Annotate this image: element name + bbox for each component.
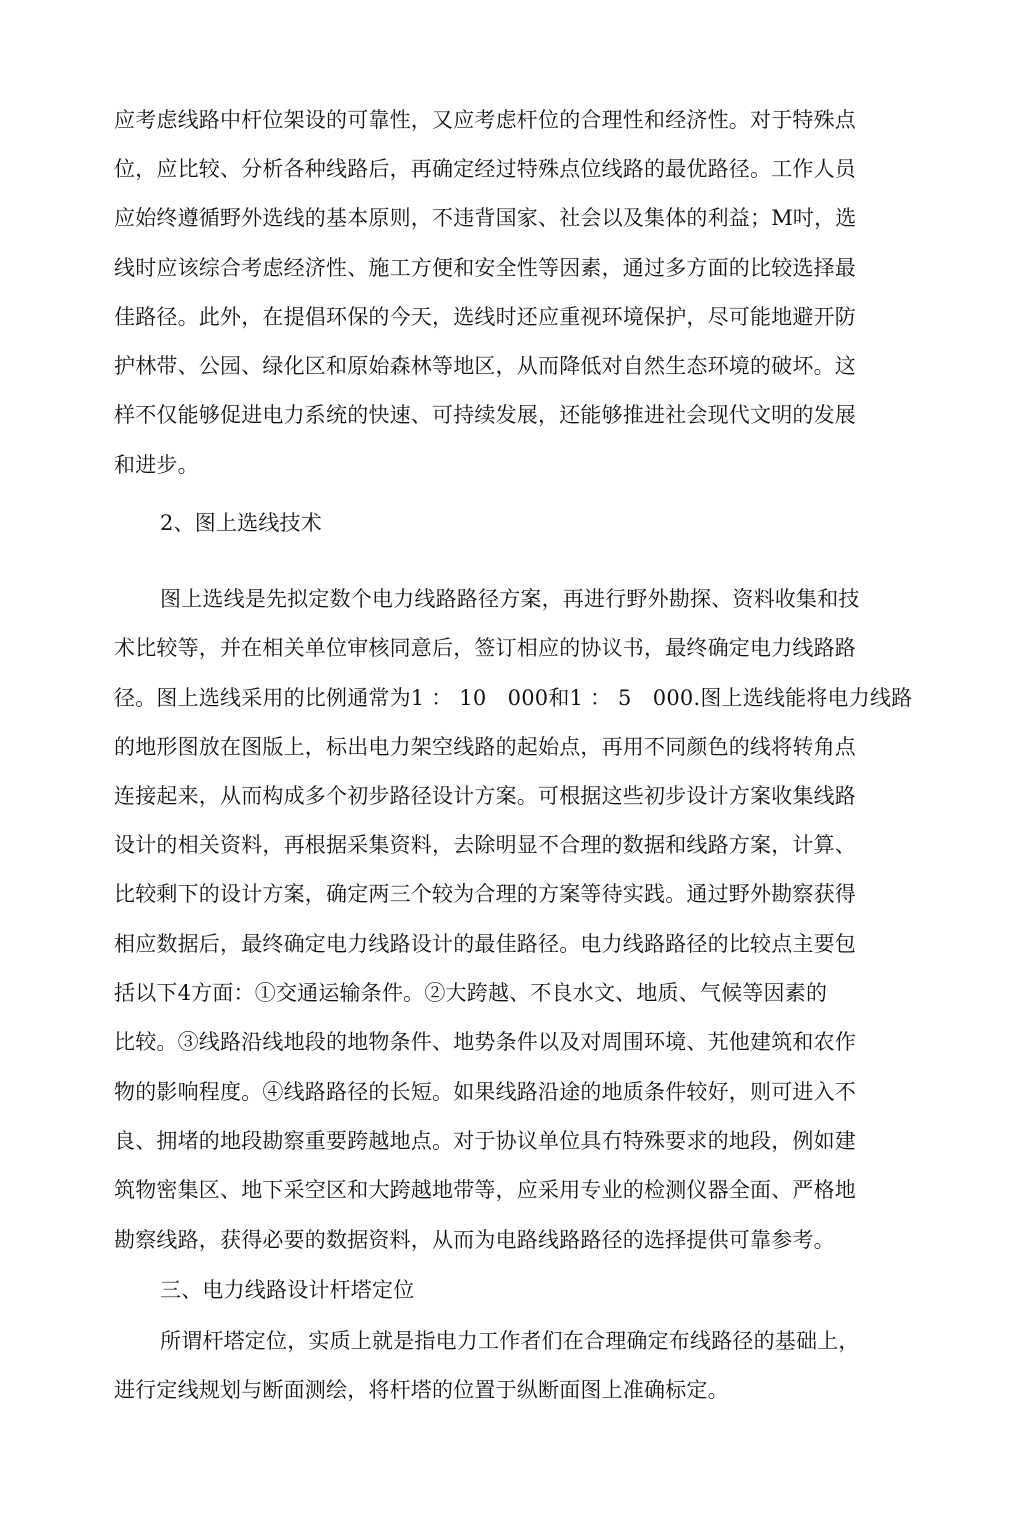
paragraph-line: 勘察线路，获得必要的数据资料，从而为电路线路路径的选择提供可靠参考。	[114, 1228, 835, 1252]
paragraph-line: 应始终遵循野外选线的基本原则，不违背国家、社会以及集体的利益；M吋，选	[114, 206, 857, 230]
paragraph-line: 应考虑线路中杆位架设的可靠性，又应考虑杆位的合理性和经济性。对于特殊点	[114, 108, 856, 132]
paragraph-line: 的地形图放在图版上，标出电力架空线路的起始点，再用不同颜色的线将转角点	[114, 735, 856, 759]
paragraph-line: 护林带、公园、绿化区和原始森林等地区，从而降低对自然生态环境的破坏。这	[114, 354, 856, 378]
paragraph-line: 线时应该综合考虑经济性、施工方便和安全性等因素，通过多方面的比较选择最	[114, 256, 856, 280]
paragraph-line: 比较剩下的设计方案，确定两三个较为合理的方案等待实践。通过野外勘察获得	[114, 882, 856, 906]
paragraph-line: 术比较等，并在相关单位审核同意后，签订相应的协议书，最终确定电力线路路	[114, 636, 856, 660]
paragraph-line: 括以下4方面：①交通运输条件。②大跨越、不良水文、地质、气候等因素的	[114, 981, 828, 1005]
section-heading: 2、图上选线技术	[160, 511, 322, 535]
paragraph-line: 和进步。	[114, 453, 199, 477]
paragraph-line: 佳路径。此外，在提倡环保的今天，选线时还应重视环境保护，尽可能地避开防	[114, 305, 856, 329]
paragraph-line: 设计的相关资料，再根据采集资料，去除明显不合理的数据和线路方案，计算、	[114, 833, 856, 857]
paragraph-line: 进行定线规划与断面测绘，将杆塔的位置于纵断面图上准确标定。	[114, 1378, 729, 1402]
paragraph-line: 位，应比较、分析各种线路后，再确定经过特殊点位线路的最优路径。工作人员	[114, 157, 856, 181]
paragraph-line: 径。图上选线采用的比例通常为1 ： 10 000和1 ： 5 000.图上选线能将电力线路	[114, 686, 913, 710]
paragraph-line: 样不仅能够促进电力系统的快速、可持续发展，还能够推进社会现代文明的发展	[114, 403, 856, 427]
paragraph-line: 良、拥堵的地段勘察重要跨越地点。对于协议单位具冇特殊要求的地段，例如建	[114, 1129, 856, 1153]
paragraph-line: 相应数据后，最终确定电力线路设计的最佳路径。电力线路路径的比较点主要包	[114, 932, 856, 956]
paragraph-line: 连接起来，从而构成多个初步路径设计方案。可根据这些初步设计方案收集线路	[114, 784, 856, 808]
paragraph-line: 所谓杆塔定位，实质上就是指电力工作者们在合理确定布线路径的基础上，	[160, 1329, 860, 1353]
paragraph-line: 筑物密集区、地下采空区和大跨越地带等，应采用专业的检测仪器全面、严格地	[114, 1178, 856, 1202]
paragraph-line: 物的影响程度。④线路路径的长短。如果线路沿途的地质条件较好，则可进入不	[114, 1080, 856, 1104]
paragraph-line: 图上选线是先拟定数个电力线路路径方案，再进行野外勘探、资料收集和技	[160, 587, 860, 611]
section-heading: 三、电力线路设计杆塔定位	[160, 1278, 415, 1302]
paragraph-line: 比较。③线路沿线地段的地物条件、地势条件以及对周围环境、艽他建筑和农作	[114, 1030, 856, 1054]
